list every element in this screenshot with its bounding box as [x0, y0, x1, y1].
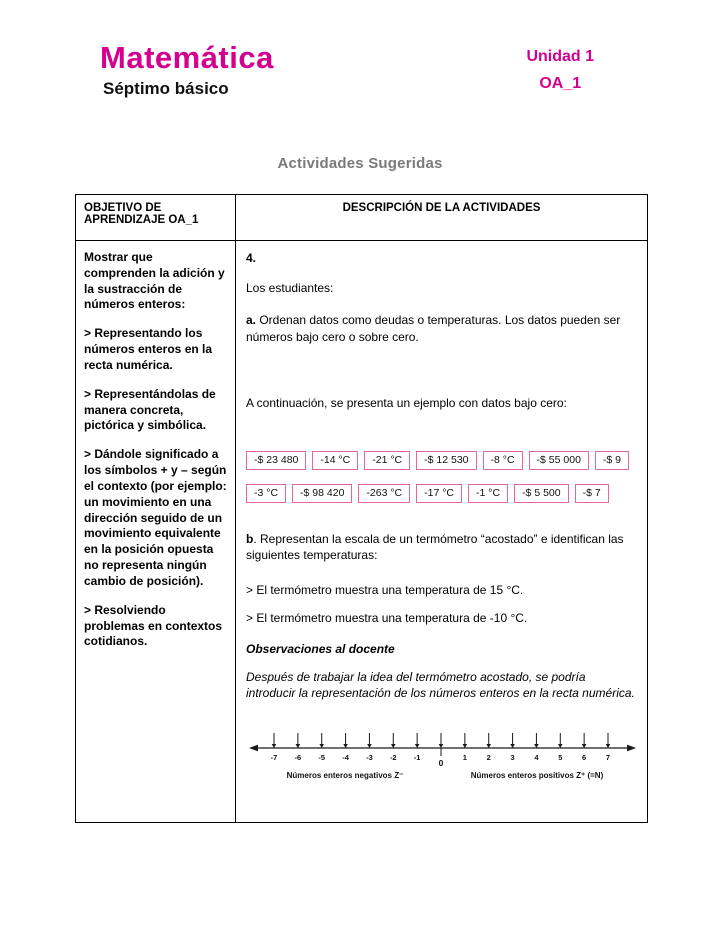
example-intro: A continuación, se presenta un ejemplo con datos bajo cero:: [246, 395, 567, 410]
unit-label: Unidad 1: [526, 48, 594, 65]
item-b-label: b: [246, 532, 254, 547]
objective-cell: [76, 241, 236, 823]
data-box: -3 °C: [246, 484, 286, 503]
activity-item-a: [246, 312, 637, 344]
subject-title: Matemática: [100, 40, 274, 75]
item-a-text: Ordenan datos como deudas o temperaturas. Los datos pueden ser números bajo cero o sobre cero.: [246, 313, 621, 344]
table-header-row: [76, 195, 648, 241]
header-right: [526, 40, 594, 93]
temperature-bullet-2: > El termómetro muestra una temperatura de -10 °C.: [246, 610, 528, 625]
tick-label: -6: [294, 752, 302, 762]
tick-label: 1: [462, 752, 467, 762]
objective-paragraph: Mostrar que comprenden la adición y la sustracción de números enteros:: [84, 250, 225, 312]
tick-label: -2: [389, 752, 397, 762]
data-box: -21 °C: [364, 451, 410, 470]
tick-label: 6: [582, 752, 587, 762]
data-box: -$ 23 480: [246, 451, 306, 470]
tick-label: 2: [486, 752, 491, 762]
data-box: -$ 7: [575, 484, 609, 503]
tick-label: 5: [558, 752, 563, 762]
data-box: -$ 5 500: [514, 484, 569, 503]
tick-label: -4: [342, 752, 349, 762]
data-box: -$ 12 530: [416, 451, 476, 470]
table-body-row: [76, 241, 648, 823]
tick-label: 0: [438, 757, 444, 768]
item-a-label: a.: [246, 313, 257, 328]
activity-number: 4.: [246, 251, 257, 265]
data-box-row-1: [246, 451, 637, 470]
temperature-bullet-1: > El termómetro muestra una temperatura de 15 °C.: [246, 582, 524, 597]
data-box-row-2: [246, 484, 637, 503]
tick-label: -7: [270, 752, 278, 762]
header-left: [100, 40, 274, 99]
section-title: Actividades Sugeridas: [277, 155, 443, 172]
item-b-text: . Representan la escala de un termómetro “acostado” e identifican las siguientes temperaturas:: [246, 532, 624, 563]
objective-column-header: OBJETIVO DE APRENDIZAJE OA_1: [76, 195, 236, 241]
tick-label: 4: [534, 752, 539, 762]
number-line-figure: [246, 720, 637, 784]
left-arrowhead-icon: [249, 744, 258, 751]
data-box: -14 °C: [312, 451, 358, 470]
tick-label: -5: [318, 752, 326, 762]
positive-integers-label: Números enteros positivos Z⁺ (=N): [470, 770, 604, 780]
data-box: -$ 55 000: [529, 451, 589, 470]
tick-label: -1: [413, 752, 421, 762]
activities-table: [75, 194, 648, 823]
teacher-note-title: Observaciones al docente: [246, 641, 395, 656]
data-box: -17 °C: [416, 484, 462, 503]
activity-item-b: [246, 531, 637, 563]
data-box: -$ 98 420: [292, 484, 352, 503]
data-box: -263 °C: [358, 484, 410, 503]
tick-label: 7: [605, 752, 611, 762]
negative-integers-label: Números enteros negativos Z⁻: [286, 770, 404, 780]
grade-subtitle: Séptimo básico: [103, 79, 229, 98]
tick-label: 3: [510, 752, 515, 762]
objective-paragraph: > Representándolas de manera concreta, pictórica y simbólica.: [84, 386, 216, 433]
objective-paragraph: > Dándole significado a los símbolos + y – según el contexto (por ejemplo: un movimiento en una dirección seguido de un movimiento equivalente en la posición opuesta no representa ningún cambio de posición).: [84, 447, 227, 588]
data-box: -8 °C: [483, 451, 523, 470]
number-line-ticks: [271, 733, 611, 768]
oa-label: OA_1: [539, 75, 582, 92]
objective-paragraph: > Representando los números enteros en la recta numérica.: [84, 326, 213, 372]
data-box: -1 °C: [468, 484, 508, 503]
right-arrowhead-icon: [627, 744, 636, 751]
tick-label: -3: [366, 752, 373, 762]
number-line-svg: [246, 720, 639, 784]
objective-paragraph: > Resolviendo problemas en contextos cotidianos.: [84, 602, 223, 649]
teacher-note-text: Después de trabajar la idea del termómetro acostado, se podría introducir la representación de los números enteros en la recta numérica.: [246, 670, 635, 701]
description-cell: [236, 241, 648, 823]
description-column-header: DESCRIPCIÓN DE LA ACTIVIDADES: [236, 195, 648, 241]
data-box: -$ 9: [595, 451, 629, 470]
page-header: [0, 0, 720, 99]
activity-intro: Los estudiantes:: [246, 281, 334, 296]
